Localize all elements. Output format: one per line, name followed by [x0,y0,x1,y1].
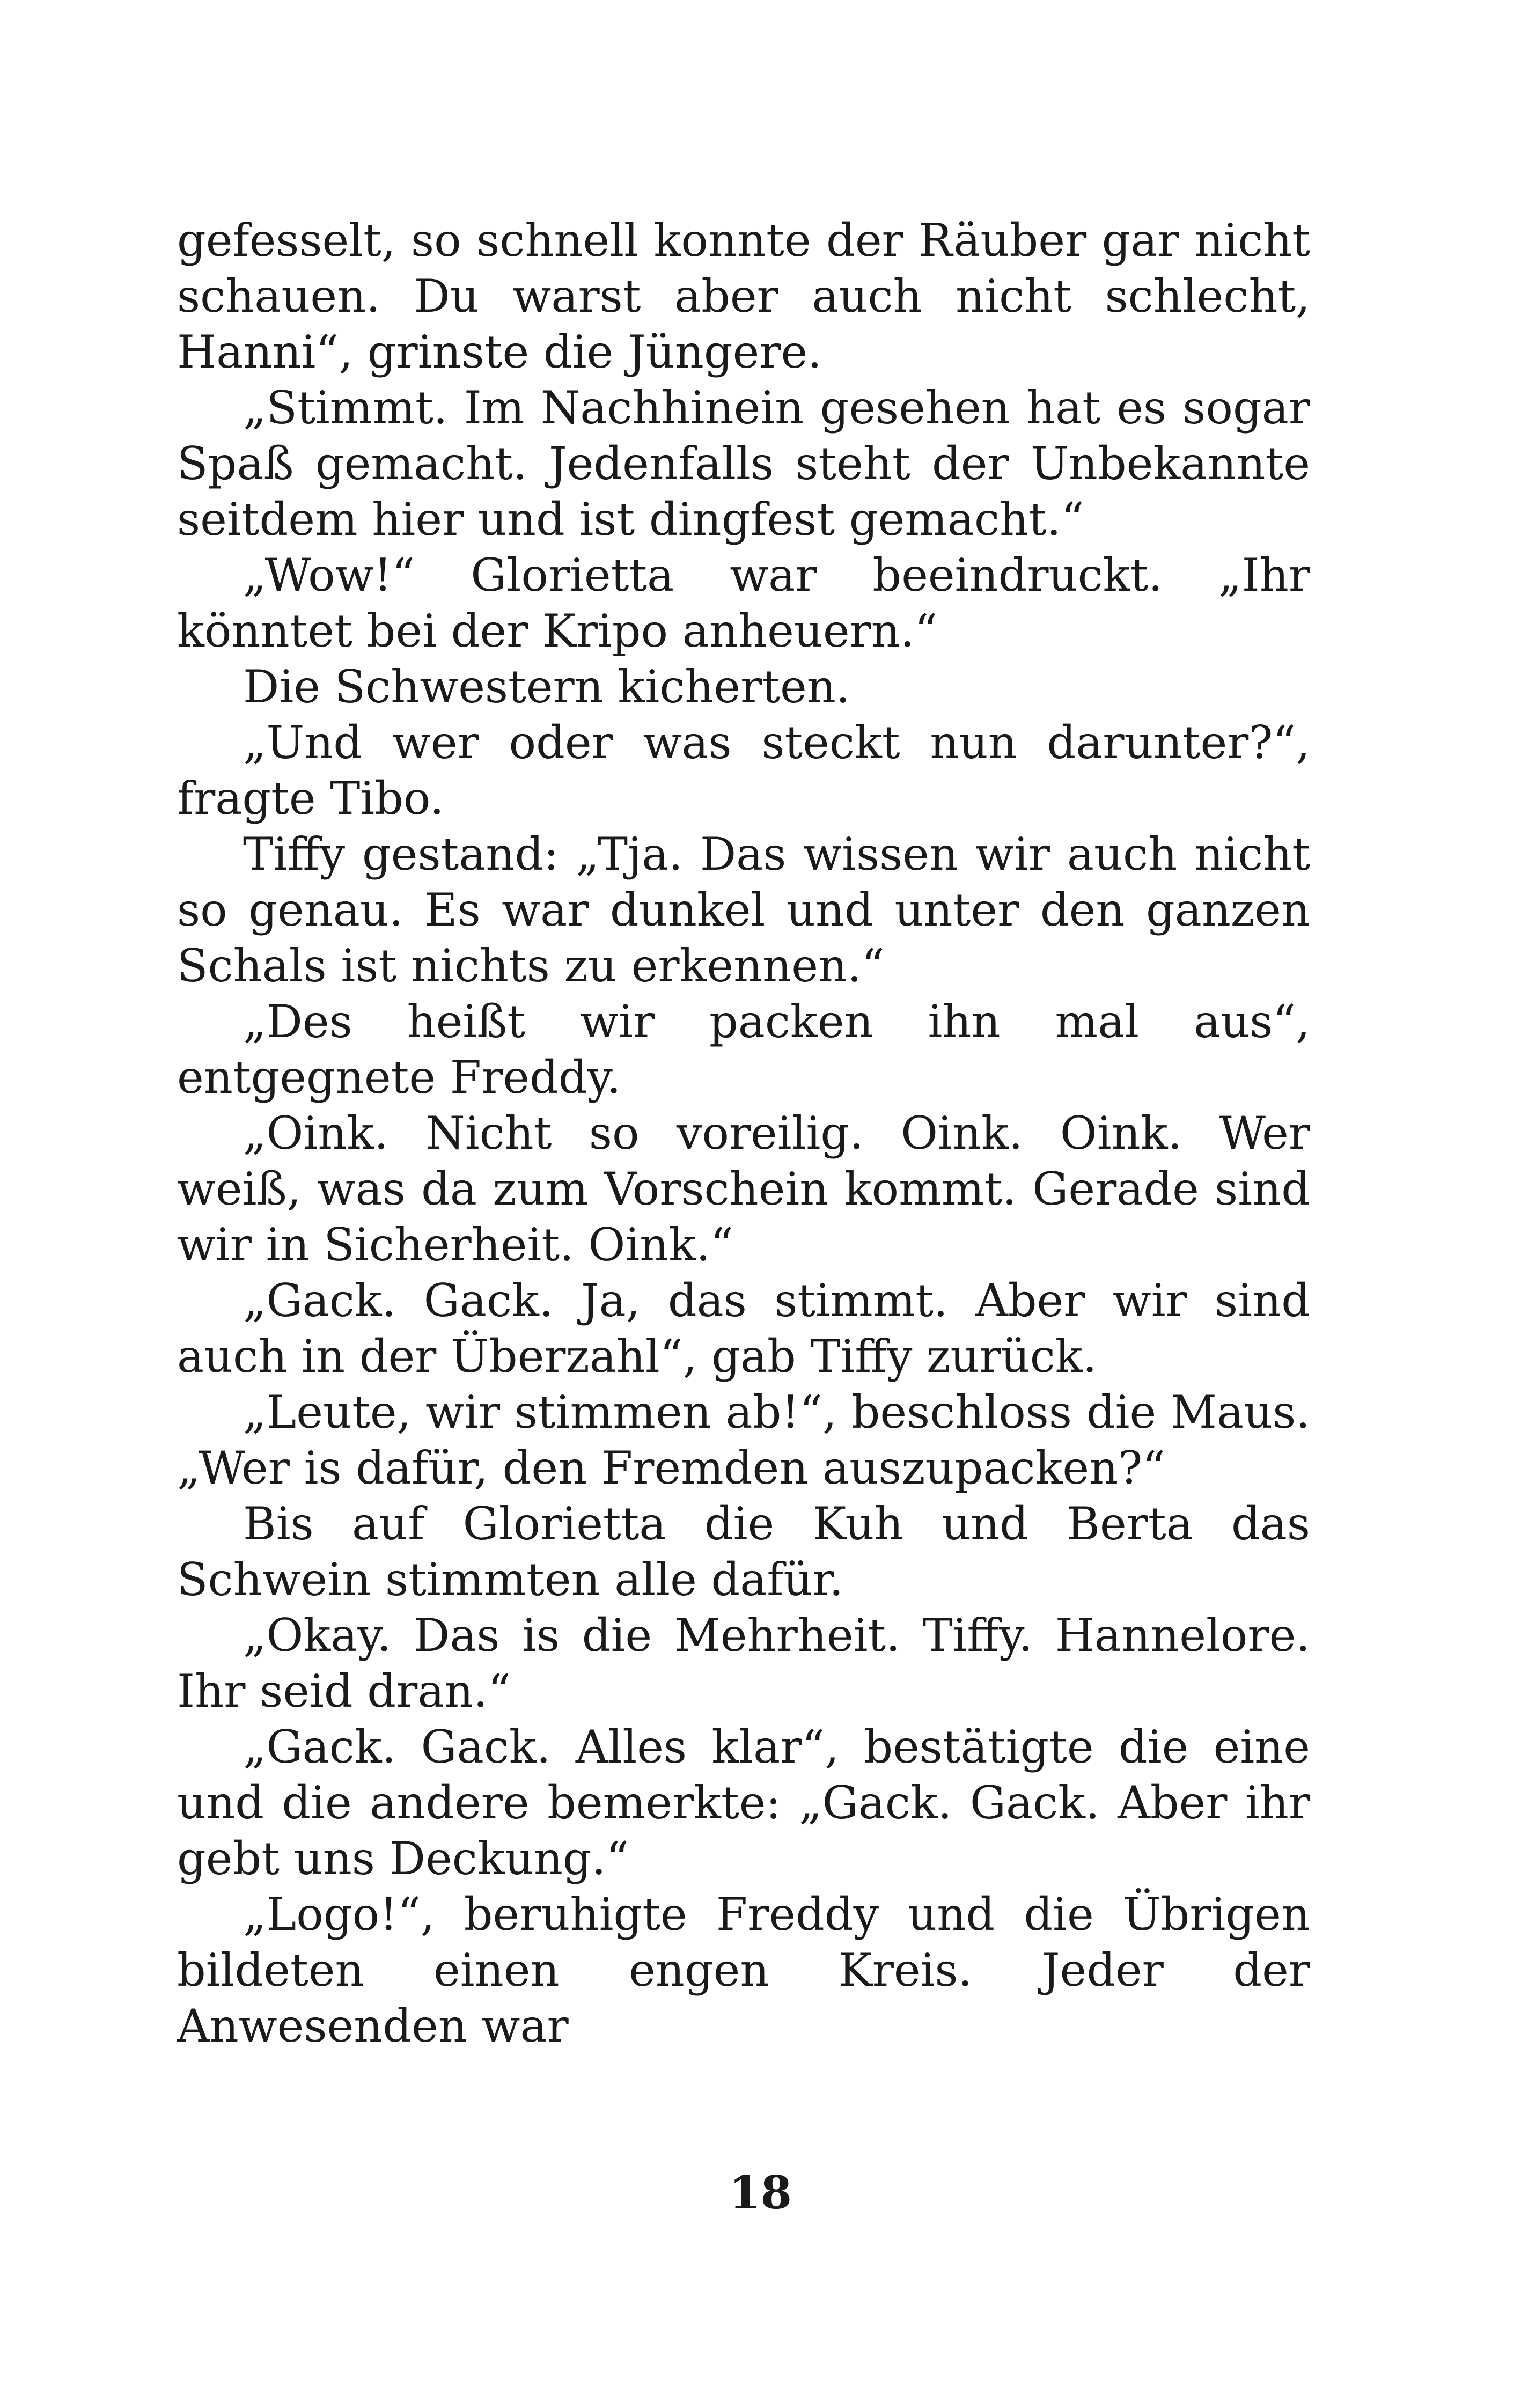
paragraph: „Okay. Das is die Mehrheit. Tiffy. Hannelore. Ihr seid dran.“ [177,1609,1310,1717]
page-number: 18 [729,2166,792,2219]
paragraph: „Gack. Gack. Alles klar“, bestätigte die eine und die andere bemerkte: „Gack. Gack. Aber ihr gebt uns Deckung.“ [177,1721,1310,1885]
paragraph: „Oink. Nicht so voreilig. Oink. Oink. Wer weiß, was da zum Vorschein kommt. Gerade sind wir in Sicherheit. Oink.“ [177,1107,1310,1271]
paragraph: „Stimmt. Im Nachhinein gesehen hat es sogar Spaß gemacht. Jedenfalls steht der Unbekannte seitdem hier und ist dingfest gemacht.“ [177,381,1310,546]
paragraph: Tiffy gestand: „Tja. Das wissen wir auch nicht so genau. Es war dunkel und unter den ganzen Schals ist nichts zu erkennen.“ [177,828,1310,992]
paragraph: „Wow!“ Glorietta war beeindruckt. „Ihr könntet bei der Kripo anheuern.“ [177,549,1310,657]
paragraph: „Gack. Gack. Ja, das stimmt. Aber wir sind auch in der Überzahl“, gab Tiffy zurück. [177,1274,1310,1383]
paragraph: „Des heißt wir packen ihn mal aus“, entgegnete Freddy. [177,995,1310,1104]
paragraph: Bis auf Glorietta die Kuh und Berta das Schwein stimmten alle dafür. [177,1497,1310,1606]
body-text [177,212,1310,2054]
paragraph: Die Schwestern kicherten. [243,660,850,713]
paragraph: gefesselt, so schnell konnte der Räuber gar nicht schauen. Du warst aber auch nicht schlecht, Hanni“, grinste die Jüngere. [177,214,1310,378]
paragraph: „Und wer oder was steckt nun darunter?“, fragte Tibo. [177,716,1310,825]
paragraph: „Leute, wir stimmen ab!“, beschloss die Maus. „Wer is dafür, den Fremden auszupacken?“ [177,1386,1310,1494]
paragraph-last: „Logo!“, beruhigte Freddy und die Übrigen bildeten einen engen Kreis. Jeder der Anwesenden war [177,1888,1310,2052]
